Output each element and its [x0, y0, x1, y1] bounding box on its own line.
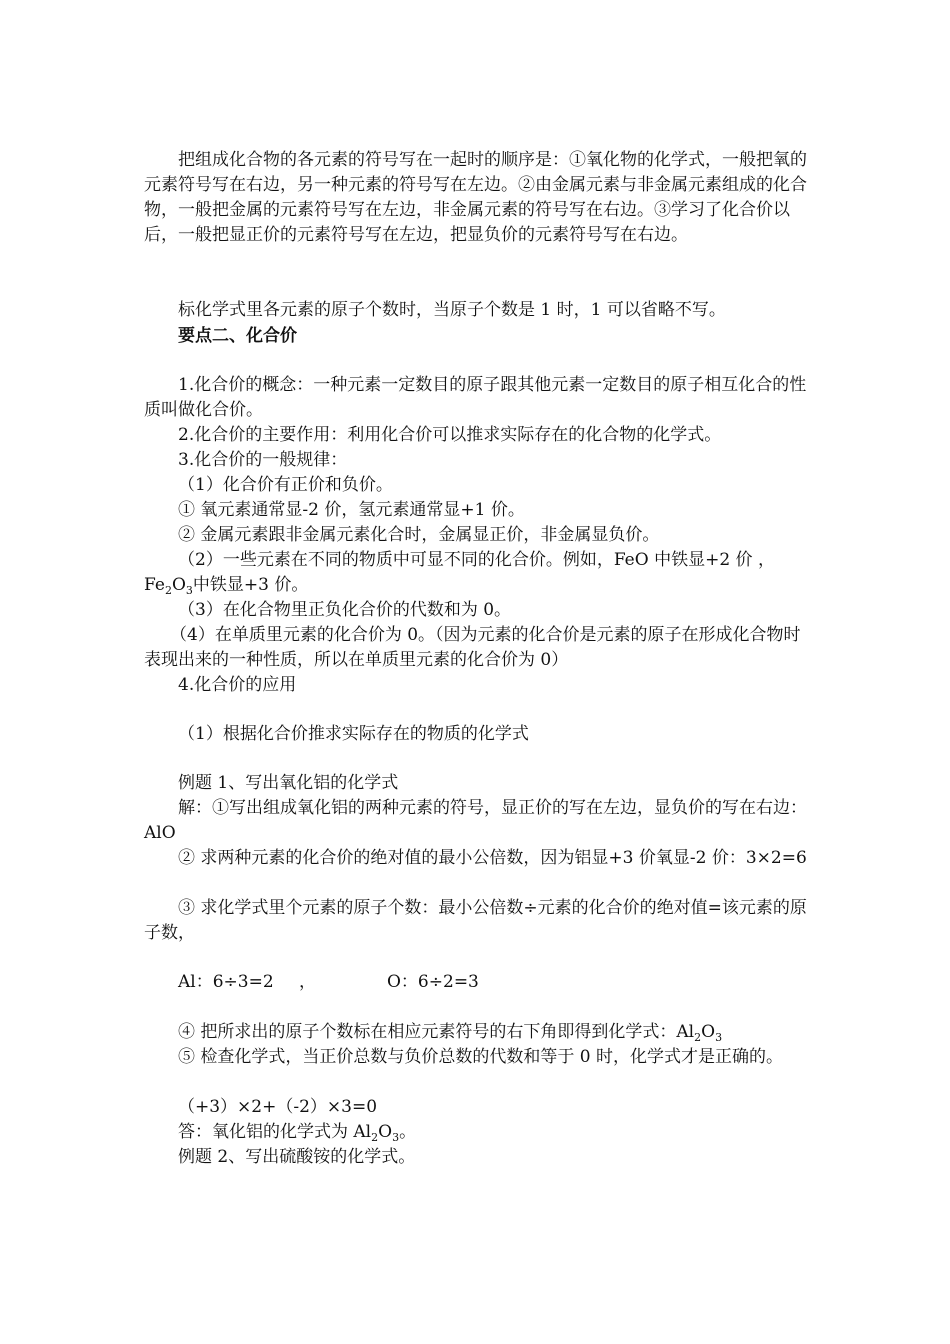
- rule-2: [144, 548, 816, 598]
- example-1-calc-row: [178, 970, 678, 995]
- example-1-step-4: ④ 把所求出的原子个数标在相应元素符号的右下角即得到化学式：$Al_2O_3$: [178, 1022, 723, 1044]
- rule-2-tail: 中铁显+3 价。: [192, 575, 309, 595]
- paragraph-valence-concept: 1.化合价的概念：一种元素一定数目的原子跟其他元素一定数目的原子相互化合的性质叫做化合价。: [144, 375, 807, 420]
- example-1-step-3: ③ 求化学式里个元素的原子个数：最小公倍数÷元素的化合价的绝对值=该元素的原子数，: [144, 898, 807, 943]
- rule-4: （4）在单质里元素的化合价为 0。（因为元素的化合价是元素的原子在形成化合物时表现出来的一种性质，所以在单质里元素的化合价为 0）: [144, 625, 801, 670]
- example-1-title: 例题 1、写出氧化铝的化学式: [178, 773, 399, 793]
- calc-al: Al：6÷3=2: [178, 972, 274, 992]
- calc-o: O：6÷2=3: [387, 972, 479, 992]
- section-heading-valence: 要点二、化合价: [178, 326, 297, 346]
- application-1: （1）根据化合价推求实际存在的物质的化学式: [178, 724, 529, 744]
- fe2o3-formula: $Fe_2O_3$: [144, 575, 193, 597]
- paragraph-valence-application: 4.化合价的应用: [178, 675, 297, 695]
- paragraph-valence-rules: 3.化合价的一般规律：: [178, 450, 348, 470]
- paragraph-formula-order: 把组成化合物的各元素的符号写在一起时的顺序是：①氧化物的化学式，一般把氧的元素符号写在右边，另一种元素的符号写在左边。②由金属元素与非金属元素组成的化合物，一般把金属的元素符号写在左边，非金属元素的符号写在右边。③学习了化合价以后，一般把显正价的元素符号写在左边，把显负价的元素符号写在右边。: [144, 150, 807, 245]
- paragraph-atom-count: 标化学式里各元素的原子个数时，当原子个数是 1 时，1 可以省略不写。: [178, 300, 726, 320]
- example-1-step-2: ② 求两种元素的化合价的绝对值的最小公倍数，因为铝显+3 价氧显-2 价：3×2=6: [178, 848, 807, 868]
- example-1-step-1: 解：①写出组成氧化铝的两种元素的符号，显正价的写在左边，显负价的写在右边：AlO: [144, 798, 807, 843]
- rule-1: （1）化合价有正价和负价。: [178, 475, 393, 495]
- example-2-title: 例题 2、写出硫酸铵的化学式。: [178, 1147, 416, 1167]
- example-1-step-5: ⑤ 检查化学式，当正价总数与负价总数的代数和等于 0 时，化学式才是正确的。: [178, 1047, 784, 1067]
- paragraph-valence-role: 2.化合价的主要作用：利用化合价可以推求实际存在的化合物的化学式。: [178, 425, 722, 445]
- calc-separator: ，: [299, 972, 316, 992]
- rule-1-item-1: ① 氧元素通常显-2 价，氢元素通常显+1 价。: [178, 500, 525, 520]
- example-1-answer: 答：氧化铝的化学式为 $Al_2O_3$。: [178, 1122, 417, 1144]
- rule-1-item-2: ② 金属元素跟非金属元素化合时，金属显正价，非金属显负价。: [178, 525, 660, 545]
- rule-3: （3）在化合物里正负化合价的代数和为 0。: [178, 600, 512, 620]
- rule-2-text: （2）一些元素在不同的物质中可显不同的化合价。例如，FeO 中铁显+2 价 ，: [178, 550, 775, 570]
- example-1-check: （+3）×2+（-2）×3=0: [178, 1097, 378, 1117]
